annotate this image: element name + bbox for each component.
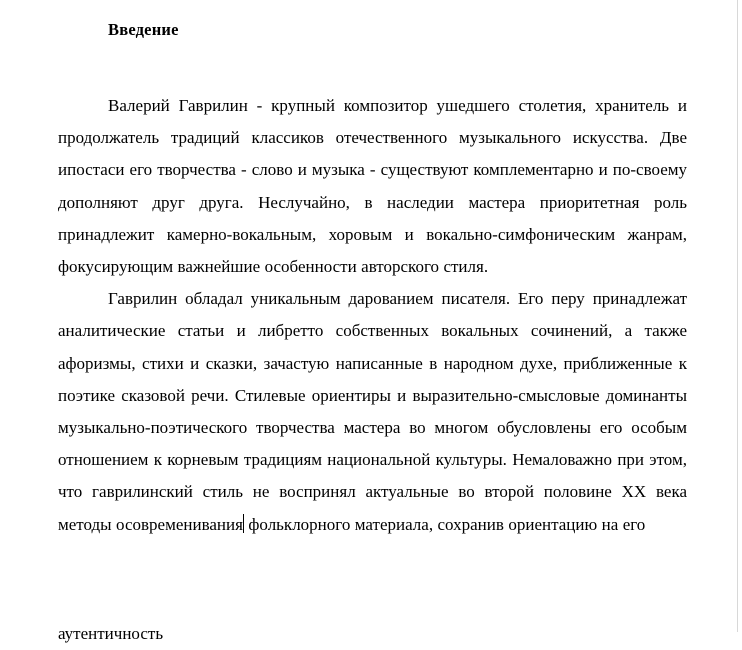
paragraph-2[interactable]: [58, 283, 687, 541]
paragraph-2-text-before-caret: Гаврилин обладал уникальным дарованием писателя. Его перу принадлежат аналитические статьи и либретто собственных вокальных сочинений, а также афоризмы, стихи и сказки, зачастую написанные в народном духе, приближенные к поэтике сказовой речи. Стилевые ориентиры и выразительно-смысловые доминанты музыкально-поэтического творчества мастера во многом обусловлены его особым отношением к корневым традициям национальной культуры. Немаловажно при этом, что гаврилинский стиль не воспринял актуальные во второй половине XX века методы осовременивания: [58, 289, 687, 534]
paragraph-2-text-after-caret: фольклорного материала, сохранив ориентацию на его: [243, 514, 646, 534]
section-heading-introduction: Введение: [108, 20, 179, 39]
document-body[interactable]: [58, 0, 687, 541]
paragraph-2-clipped-tail: аутентичность: [58, 624, 164, 643]
paragraph-1[interactable]: Валерий Гаврилин - крупный композитор ушедшего столетия, хранитель и продолжатель традиций классиков отечественного музыкального искусства. Две ипостаси его творчества - слово и музыка - существуют комплементарно и по-своему дополняют друг друга. Неслучайно, в наследии мастера приоритетная роль принадлежит камерно-вокальным, хоровым и вокально-симфоническим жанрам, фокусирующим важнейшие особенности авторского стиля.: [58, 96, 687, 277]
page-right-edge-rule: [737, 0, 738, 632]
